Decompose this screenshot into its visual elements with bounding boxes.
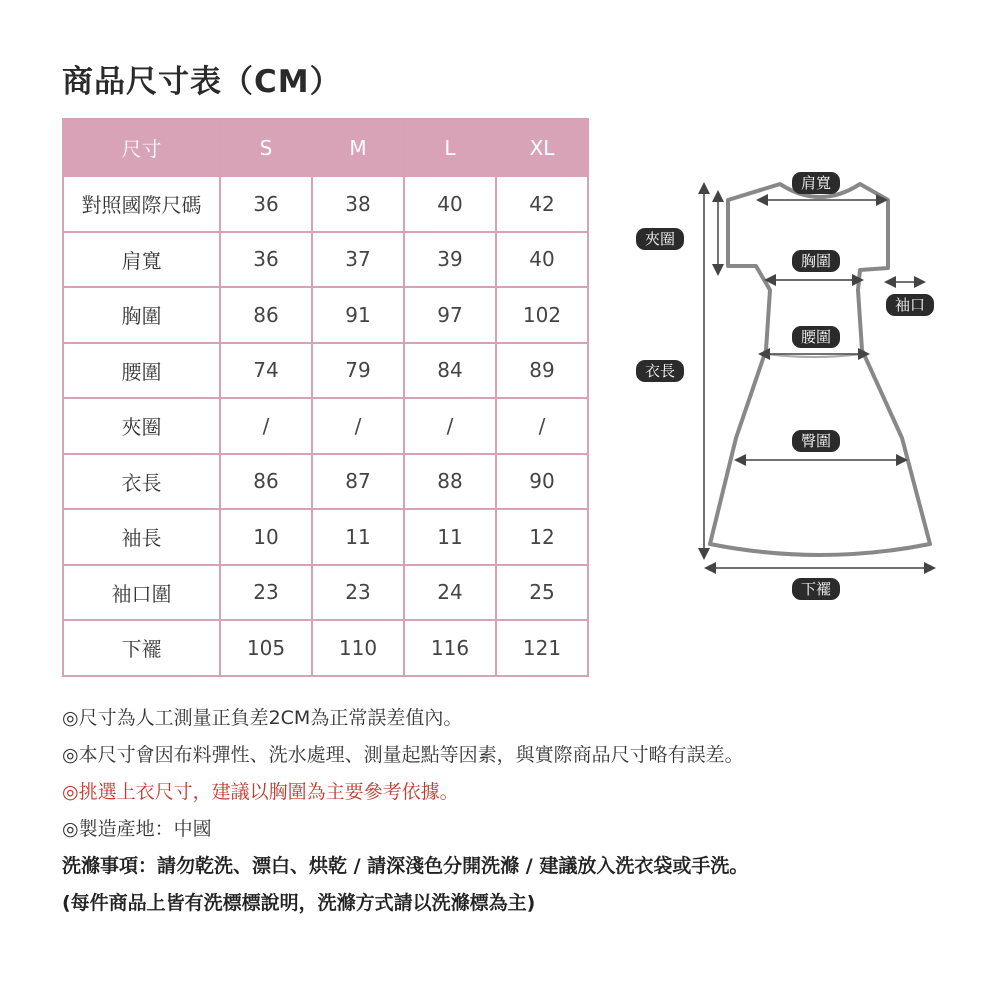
table-cell: 37	[312, 232, 404, 288]
table-cell: /	[220, 398, 312, 454]
table-cell: 42	[496, 176, 588, 232]
row-label: 袖長	[63, 509, 220, 565]
table-row	[63, 343, 588, 399]
armhole-label: 夾圈	[636, 228, 684, 250]
table-cell: 25	[496, 565, 588, 621]
table-cell: 89	[496, 343, 588, 399]
table-cell: 36	[220, 232, 312, 288]
table-cell: 40	[404, 176, 496, 232]
table-cell: 24	[404, 565, 496, 621]
table-cell: 105	[220, 620, 312, 676]
table-cell: 39	[404, 232, 496, 288]
table-cell: /	[496, 398, 588, 454]
header-cell: S	[220, 119, 312, 176]
size-table	[62, 118, 589, 677]
table-cell: 11	[312, 509, 404, 565]
header-cell: 尺寸	[63, 119, 220, 176]
table-cell: 91	[312, 287, 404, 343]
table-cell: 87	[312, 454, 404, 510]
table-cell: 40	[496, 232, 588, 288]
table-row	[63, 565, 588, 621]
table-row	[63, 620, 588, 676]
table-row	[63, 509, 588, 565]
row-label: 衣長	[63, 454, 220, 510]
row-label: 夾圈	[63, 398, 220, 454]
table-cell: 11	[404, 509, 496, 565]
table-header-row	[63, 119, 588, 176]
header-cell: M	[312, 119, 404, 176]
dress-outline	[710, 184, 930, 555]
table-cell: 74	[220, 343, 312, 399]
row-label: 胸圍	[63, 287, 220, 343]
note-washing-label: (每件商品上皆有洗標標說明，洗滌方式請以洗滌標為主)	[62, 892, 536, 914]
table-cell: 23	[220, 565, 312, 621]
row-label: 對照國際尺碼	[63, 176, 220, 232]
table-row	[63, 176, 588, 232]
row-label: 袖口圍	[63, 565, 220, 621]
note-fabric-variation: ◎本尺寸會因布料彈性、洗水處理、測量起點等因素，與實際商品尺寸略有誤差。	[62, 744, 744, 766]
row-label: 肩寬	[63, 232, 220, 288]
note-origin: ◎製造產地：中國	[62, 818, 212, 840]
note-measurement-error: ◎尺寸為人工測量正負差2CM為正常誤差值內。	[62, 707, 463, 729]
length-label: 衣長	[636, 360, 684, 382]
table-cell: /	[312, 398, 404, 454]
table-cell: 102	[496, 287, 588, 343]
table-cell: 97	[404, 287, 496, 343]
table-row	[63, 287, 588, 343]
notes-section	[62, 700, 962, 922]
header-cell: XL	[496, 119, 588, 176]
cuff-label: 袖口	[886, 294, 934, 316]
table-cell: /	[404, 398, 496, 454]
table-cell: 12	[496, 509, 588, 565]
header-cell: L	[404, 119, 496, 176]
shoulder-label: 肩寬	[792, 172, 840, 194]
note-size-advice: ◎挑選上衣尺寸，建議以胸圍為主要參考依據。	[62, 781, 459, 803]
table-cell: 10	[220, 509, 312, 565]
table-cell: 84	[404, 343, 496, 399]
table-cell: 36	[220, 176, 312, 232]
table-cell: 88	[404, 454, 496, 510]
table-cell: 86	[220, 454, 312, 510]
hem-label: 下襬	[792, 578, 840, 600]
hip-label: 臀圍	[792, 430, 840, 452]
table-row	[63, 454, 588, 510]
table-row	[63, 232, 588, 288]
page-title: 商品尺寸表（CM）	[62, 64, 342, 100]
dress-diagram	[630, 170, 950, 610]
table-cell: 121	[496, 620, 588, 676]
table-cell: 38	[312, 176, 404, 232]
row-label: 腰圍	[63, 343, 220, 399]
note-washing: 洗滌事項：請勿乾洗、漂白、烘乾 / 請深淺色分開洗滌 / 建議放入洗衣袋或手洗。	[62, 855, 749, 877]
chest-label: 胸圍	[792, 250, 840, 272]
waist-label: 腰圍	[792, 326, 840, 348]
table-cell: 86	[220, 287, 312, 343]
table-cell: 116	[404, 620, 496, 676]
table-cell: 23	[312, 565, 404, 621]
table-cell: 79	[312, 343, 404, 399]
table-cell: 110	[312, 620, 404, 676]
table-cell: 90	[496, 454, 588, 510]
table-row	[63, 398, 588, 454]
row-label: 下襬	[63, 620, 220, 676]
